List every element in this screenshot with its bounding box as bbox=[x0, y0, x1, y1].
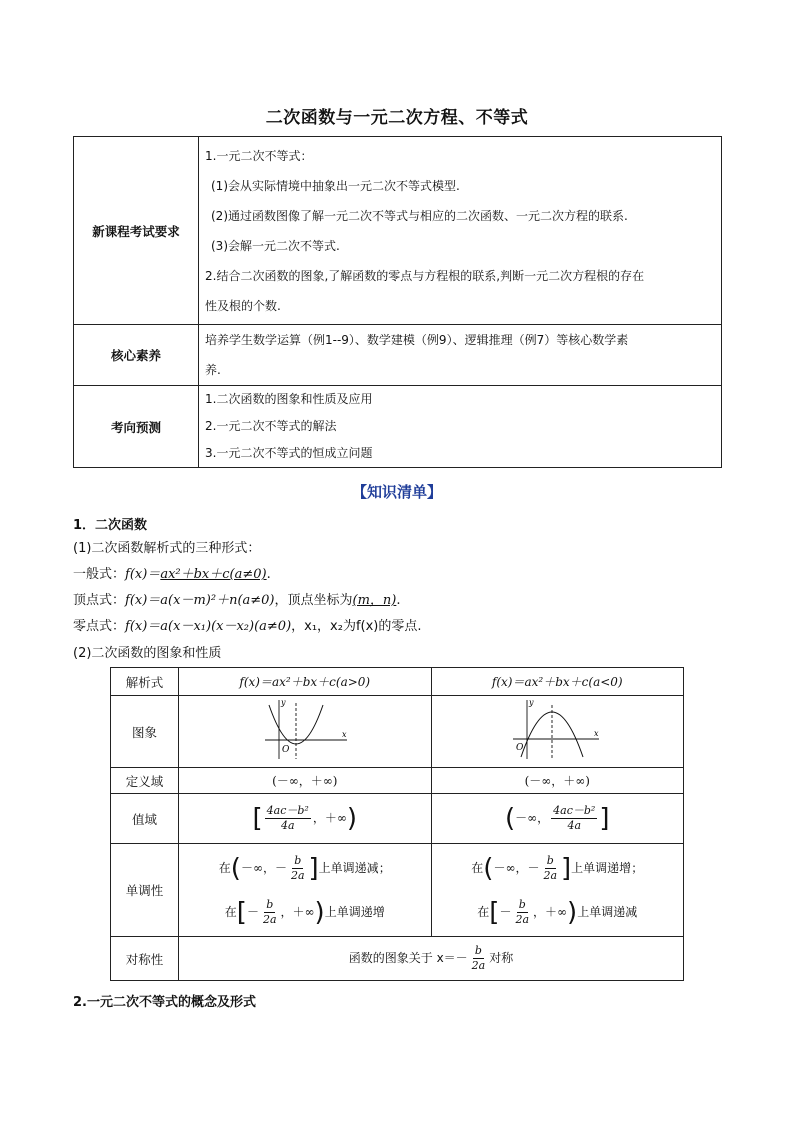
zero-label: 零点式： bbox=[73, 619, 126, 634]
req-line: 2.结合二次函数的图象,了解函数的零点与方程根的联系,判断一元二次方程根的存在 bbox=[205, 268, 645, 283]
page-title: 二次函数与一元二次方程、不等式 bbox=[265, 108, 529, 128]
mono-neg bbox=[431, 844, 684, 937]
mono-neg-line1: 在(－∞，－ $\frac{b}{2a}$ ]上单调递增； bbox=[471, 853, 644, 884]
header-neg-expr: f(x)＝ax²＋bx＋c(a<0) bbox=[491, 675, 623, 689]
mono-pos-line1: 在(－∞，－ $\frac{b}{2a}$ ]上单调递减； bbox=[218, 853, 391, 884]
vertex-coord: (m，n) bbox=[352, 593, 397, 608]
vertex-mid: ，顶点坐标为 bbox=[274, 593, 353, 608]
mono-pos-line2: 在[－ $\frac{b}{2a}$ ，＋∞)上单调递增 bbox=[224, 897, 385, 928]
mono-pos bbox=[179, 844, 432, 937]
mono-label: 单调性 bbox=[111, 844, 179, 937]
range-neg: (－∞， $\frac{\text{4ac－b²}}{4a}$ ] bbox=[431, 794, 684, 844]
graph-neg-cell bbox=[431, 696, 684, 768]
general-label: 一般式： bbox=[73, 567, 126, 582]
core-label: 核心素养 bbox=[74, 325, 199, 386]
core-line: 养. bbox=[205, 363, 221, 377]
domain-neg: (－∞，＋∞) bbox=[431, 768, 684, 794]
req-line: (1)会从实际情境中抽象出一元二次不等式模型. bbox=[211, 178, 460, 193]
req-line: 1.一元二次不等式： bbox=[205, 148, 313, 163]
requirements-label: 新课程考试要求 bbox=[74, 137, 199, 325]
axis-y-label: y bbox=[529, 698, 534, 707]
header-neg bbox=[431, 668, 684, 696]
header-pos bbox=[179, 668, 432, 696]
forecast-content bbox=[199, 386, 722, 468]
s1-sub1: (1)二次函数解析式的三种形式： bbox=[73, 541, 261, 556]
range-pos: [ $\frac{\text{4ac－b²}}{4a}$ ，＋∞) bbox=[179, 794, 432, 844]
range-neg-num: 4ac－b² bbox=[553, 804, 596, 817]
forecast-line: 3.一元二次不等式的恒成立问题 bbox=[205, 446, 373, 460]
s1-heading: 1．二次函数 bbox=[73, 518, 148, 533]
axis-y-label: y bbox=[280, 698, 286, 707]
range-pos-tail: ，＋∞ bbox=[312, 811, 347, 825]
range-neg-head: －∞， bbox=[515, 811, 550, 825]
general-form: 一般式：f(x)＝ax²＋bx＋c(a≠0). bbox=[73, 567, 271, 582]
axis-x-label: x bbox=[594, 729, 599, 738]
parabola-up-graph bbox=[255, 697, 355, 763]
req-line: 性及根的个数. bbox=[205, 298, 281, 313]
forecast-line: 2.一元二次不等式的解法 bbox=[205, 419, 337, 433]
range-label: 值域 bbox=[111, 794, 179, 844]
graph-label: 图象 bbox=[111, 696, 179, 768]
vertex-expr: f(x)＝a(x－m)²＋n(a≠0) bbox=[125, 593, 275, 608]
core-content bbox=[199, 325, 722, 386]
s2-heading: 2.一元二次不等式的概念及形式 bbox=[73, 995, 256, 1010]
origin-label: O bbox=[516, 743, 524, 753]
core-line: 培养学生数学运算（例1--9）、数学建模（例9）、逻辑推理（例7）等核心数学素 bbox=[205, 333, 629, 347]
header-pos-expr: f(x)＝ax²＋bx＋c(a>0) bbox=[239, 675, 371, 689]
origin-label: O bbox=[281, 745, 290, 755]
properties-table bbox=[110, 667, 684, 981]
domain-label: 定义域 bbox=[111, 768, 179, 794]
zero-form bbox=[73, 615, 422, 634]
section-heading: 【知识清单】 bbox=[351, 483, 442, 501]
range-neg-den: 4a bbox=[567, 819, 582, 832]
requirements-content bbox=[199, 137, 722, 325]
graph-pos-cell bbox=[179, 696, 432, 768]
general-lhs: f(x)＝ bbox=[125, 567, 161, 582]
mono-neg-line2: 在[－ $\frac{b}{2a}$ ，＋∞)上单调递减 bbox=[477, 897, 638, 928]
sym-label: 对称性 bbox=[111, 937, 179, 981]
zero-tail: ，x₁，x₂为f(x)的零点. bbox=[291, 619, 422, 634]
vertex-label: 顶点式： bbox=[73, 593, 126, 608]
parabola-down-graph bbox=[507, 697, 607, 763]
req-line: (3)会解一元二次不等式. bbox=[211, 238, 340, 253]
req-line: (2)通过函数图像了解一元二次不等式与相应的二次函数、一元二次方程的联系. bbox=[211, 208, 628, 223]
axis-x-label: x bbox=[341, 730, 347, 739]
vertex-form: 顶点式：f(x)＝a(x－m)²＋n(a≠0)，顶点坐标为(m，n). bbox=[73, 593, 401, 608]
zero-expr: f(x)＝a(x－x₁)(x－x₂)(a≠0) bbox=[125, 619, 292, 634]
sym-pre: 函数的图象关于 x＝－ bbox=[348, 951, 468, 965]
header-label: 解析式 bbox=[111, 668, 179, 696]
range-pos-den: 4a bbox=[280, 819, 295, 832]
forecast-line: 1.二次函数的图象和性质及应用 bbox=[205, 392, 373, 406]
range-pos-num: 4ac－b² bbox=[266, 804, 309, 817]
s1-sub2: (2)二次函数的图象和性质 bbox=[73, 646, 222, 661]
forecast-label: 考向预测 bbox=[74, 386, 199, 468]
requirements-table bbox=[73, 136, 722, 468]
domain-pos: (－∞，＋∞) bbox=[179, 768, 432, 794]
general-expr: ax²＋bx＋c(a≠0) bbox=[160, 567, 267, 582]
sym-value: 函数的图象关于 x＝－ $\frac{b}{2a}$ 对称 bbox=[179, 937, 684, 981]
sym-post: 对称 bbox=[489, 951, 514, 965]
